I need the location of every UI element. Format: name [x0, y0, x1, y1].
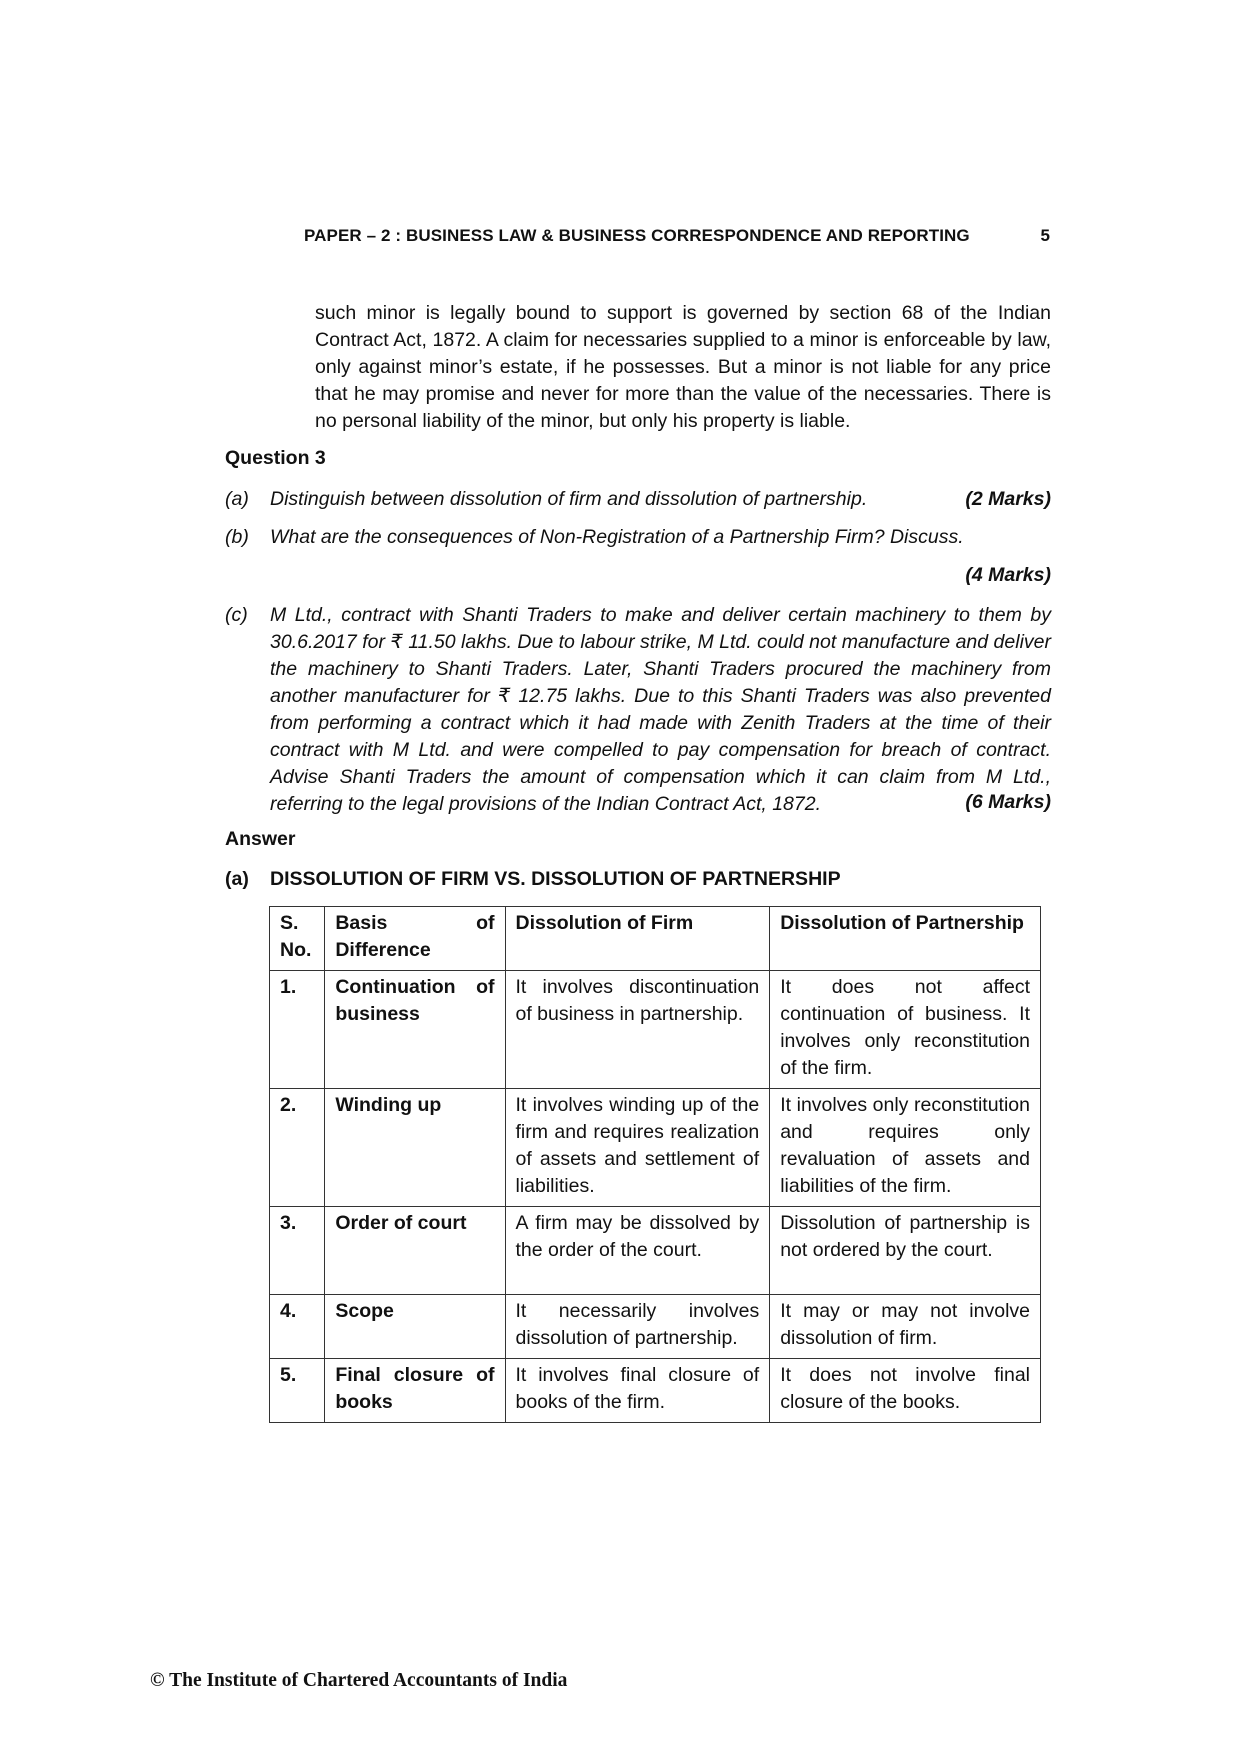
table-row	[270, 1359, 1041, 1423]
answer-heading: Answer	[225, 828, 296, 850]
table-cell: A firm may be dissolved by the order of the court.	[505, 1207, 770, 1295]
section-label: (a)	[225, 868, 249, 890]
table-header-row	[270, 907, 1041, 971]
question-part-a	[225, 486, 1051, 513]
page-number: 5	[1040, 226, 1050, 245]
table-cell: It involves final closure of books of the firm.	[505, 1359, 770, 1423]
intro-paragraph: such minor is legally bound to support is governed by section 68 of the Indian Contract Act, 1872. A claim for necessaries supplied to a minor is enforceable by law, only against minor’s estate, if he possesses. But a minor is not liable for any price that he may promise and never for more than the value of the necessaries. There is no personal liability of the minor, but only his property is liable.	[315, 302, 1051, 432]
table-cell: 2.	[270, 1089, 325, 1207]
table-header-cell: Basis of Difference	[325, 907, 505, 971]
table-cell: 3.	[270, 1207, 325, 1295]
question-part-b	[225, 524, 1051, 551]
table-row	[270, 1089, 1041, 1207]
table-cell: 5.	[270, 1359, 325, 1423]
table-header-cell: Dissolution of Partnership	[770, 907, 1041, 971]
table-cell: It necessarily involves dissolution of partnership.	[505, 1295, 770, 1359]
question-marks: (4 Marks)	[965, 564, 1051, 586]
question-heading: Question 3	[225, 447, 326, 469]
question-part-label: (a)	[225, 488, 249, 510]
copyright-footer: © The Institute of Chartered Accountants of India	[150, 1670, 568, 1691]
question-text: What are the consequences of Non-Registration of a Partnership Firm? Discuss.	[270, 526, 964, 548]
question-text: Distinguish between dissolution of firm and dissolution of partnership.	[270, 488, 868, 510]
table-row	[270, 1207, 1041, 1295]
table-cell: Winding up	[325, 1089, 505, 1207]
table-cell: It involves winding up of the firm and requires realization of assets and settlement of liabilities.	[505, 1089, 770, 1207]
table-cell: It involves only reconstitution and requires only revaluation of assets and liabilities of the firm.	[770, 1089, 1041, 1207]
paper-title: PAPER – 2 : BUSINESS LAW & BUSINESS CORRESPONDENCE AND REPORTING	[304, 226, 970, 245]
table-cell: Final closure of books	[325, 1359, 505, 1423]
table-cell: Dissolution of partnership is not ordered by the court.	[770, 1207, 1041, 1295]
question-part-c	[225, 602, 1051, 818]
section-title: DISSOLUTION OF FIRM VS. DISSOLUTION OF PARTNERSHIP	[270, 868, 841, 890]
question-marks: (6 Marks)	[957, 791, 1051, 814]
table-cell: 4.	[270, 1295, 325, 1359]
table-cell: It does not affect continuation of business. It involves only reconstitution of the firm.	[770, 971, 1041, 1089]
table-cell: Order of court	[325, 1207, 505, 1295]
table-cell: 1.	[270, 971, 325, 1089]
table-header-cell: Dissolution of Firm	[505, 907, 770, 971]
comparison-table	[269, 906, 1041, 1423]
table-cell: It may or may not involve dissolution of firm.	[770, 1295, 1041, 1359]
question-part-label: (c)	[225, 604, 248, 626]
table-header-cell: S. No.	[270, 907, 325, 971]
table-row	[270, 971, 1041, 1089]
table-cell: It involves discontinuation of business in partnership.	[505, 971, 770, 1089]
question-part-label: (b)	[225, 526, 249, 548]
table-cell: Continuation of business	[325, 971, 505, 1089]
question-marks: (2 Marks)	[965, 488, 1051, 510]
table-cell: Scope	[325, 1295, 505, 1359]
table-row	[270, 1295, 1041, 1359]
table-cell: It does not involve final closure of the books.	[770, 1359, 1041, 1423]
question-text: M Ltd., contract with Shanti Traders to make and deliver certain machinery to them by 30.6.2017 for ₹ 11.50 lakhs. Due to labour strike, M Ltd. could not manufacture and deliver the machinery to Shanti Traders. Later, Shanti Traders procured the machinery from another manufacturer for ₹ 12.75 lakhs. Due to this Shanti Traders was also prevented from performing a contract which it had made with Zenith Traders at the time of their contract with M Ltd. and were compelled to pay compensation for breach of contract. Advise Shanti Traders the amount of compensation which it can claim from M Ltd., referring to the legal provisions of the Indian Contract Act, 1872.	[270, 604, 1051, 815]
